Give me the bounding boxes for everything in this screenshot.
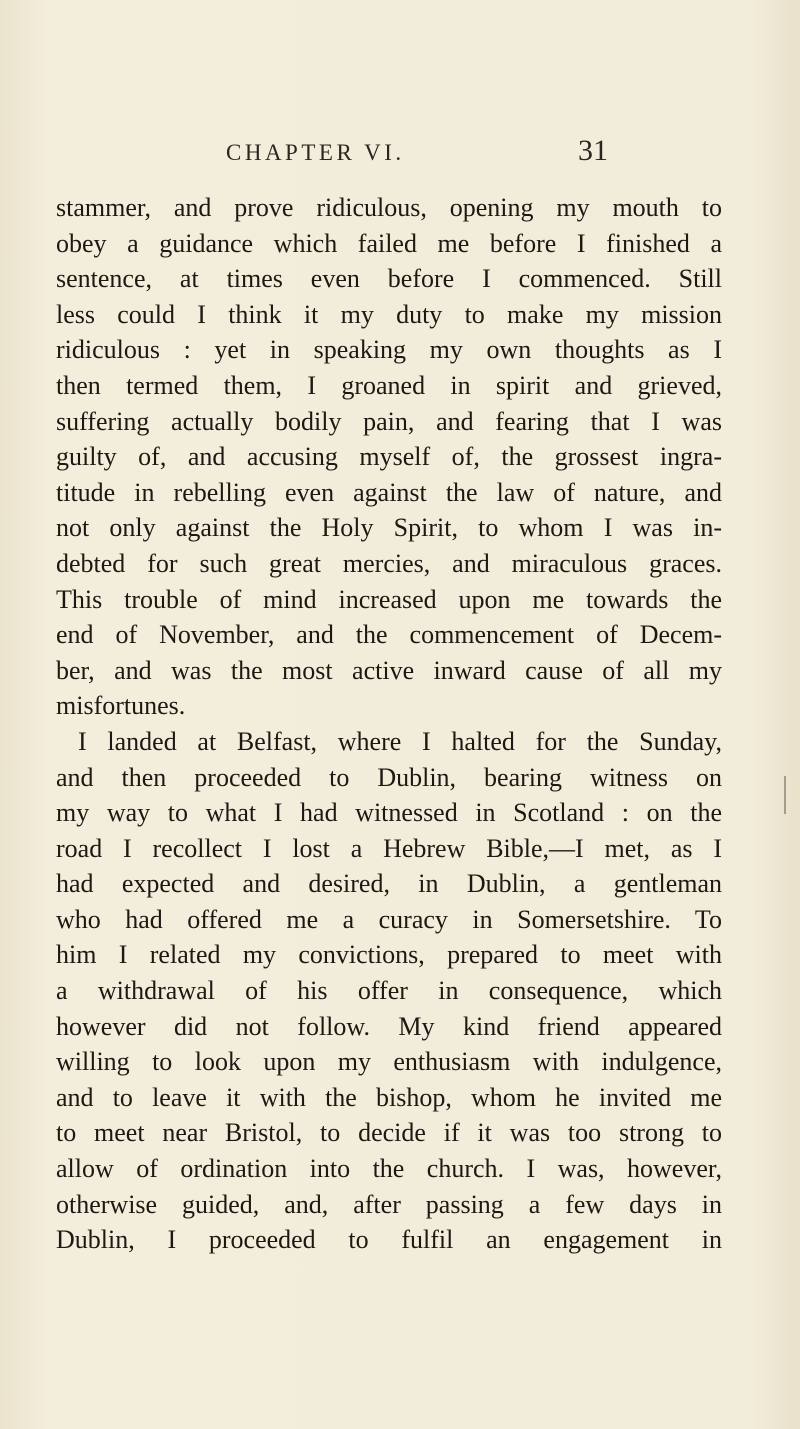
text-line: I landed at Belfast, where I halted for the Sunday, <box>78 726 722 756</box>
page-edge-mark <box>784 776 786 814</box>
paragraph-2 <box>56 724 722 1258</box>
text-line: then termed them, I groaned in spirit and grieved, <box>56 370 722 400</box>
text-line: and then proceeded to Dublin, bearing witness on <box>56 762 722 792</box>
text-line: to meet near Bristol, to decide if it was too strong to <box>56 1118 722 1148</box>
text-line: ridiculous : yet in speaking my own thoughts as I <box>56 335 722 365</box>
text-line: and to leave it with the bishop, whom he invited me <box>56 1082 722 1112</box>
body-text <box>56 190 722 1258</box>
text-line: end of November, and the commencement of Decem- <box>56 620 722 650</box>
running-head: CHAPTER VI. <box>226 140 405 165</box>
text-line: less could I think it my duty to make my mission <box>56 299 722 329</box>
text-line: suffering actually bodily pain, and fearing that I was <box>56 406 722 436</box>
text-line: my way to what I had witnessed in Scotland : on the <box>56 798 722 828</box>
text-line: however did not follow. My kind friend appeared <box>56 1011 722 1041</box>
text-line: sentence, at times even before I commenced. Still <box>56 264 722 294</box>
text-line: had expected and desired, in Dublin, a gentleman <box>56 869 722 899</box>
text-line: otherwise guided, and, after passing a few days in <box>56 1189 722 1219</box>
text-line: This trouble of mind increased upon me towards the <box>56 584 722 614</box>
text-line: titude in rebelling even against the law of nature, and <box>56 477 722 507</box>
text-line: who had offered me a curacy in Somersetshire. To <box>56 904 722 934</box>
text-line: a withdrawal of his offer in consequence, which <box>56 976 722 1006</box>
text-line: stammer, and prove ridiculous, opening my mouth to <box>56 193 722 222</box>
paragraph-1 <box>56 190 722 724</box>
text-line: him I related my convictions, prepared to meet with <box>56 940 722 970</box>
text-line: guilty of, and accusing myself of, the grossest ingra- <box>56 442 722 472</box>
page-number: 31 <box>578 134 608 167</box>
text-line: willing to look upon my enthusiasm with indulgence, <box>56 1047 722 1077</box>
text-line: road I recollect I lost a Hebrew Bible,—I met, as I <box>56 833 722 863</box>
text-line: not only against the Holy Spirit, to whom I was in- <box>56 513 722 543</box>
text-line: debted for such great mercies, and miraculous graces. <box>56 548 722 578</box>
text-line: misfortunes. <box>56 691 186 721</box>
text-line: Dublin, I proceeded to fulfil an engagement in <box>56 1225 722 1255</box>
text-line: allow of ordination into the church. I was, however, <box>56 1154 722 1184</box>
text-line: obey a guidance which failed me before I finished a <box>56 228 722 258</box>
text-line: ber, and was the most active inward cause of all my <box>56 655 722 685</box>
